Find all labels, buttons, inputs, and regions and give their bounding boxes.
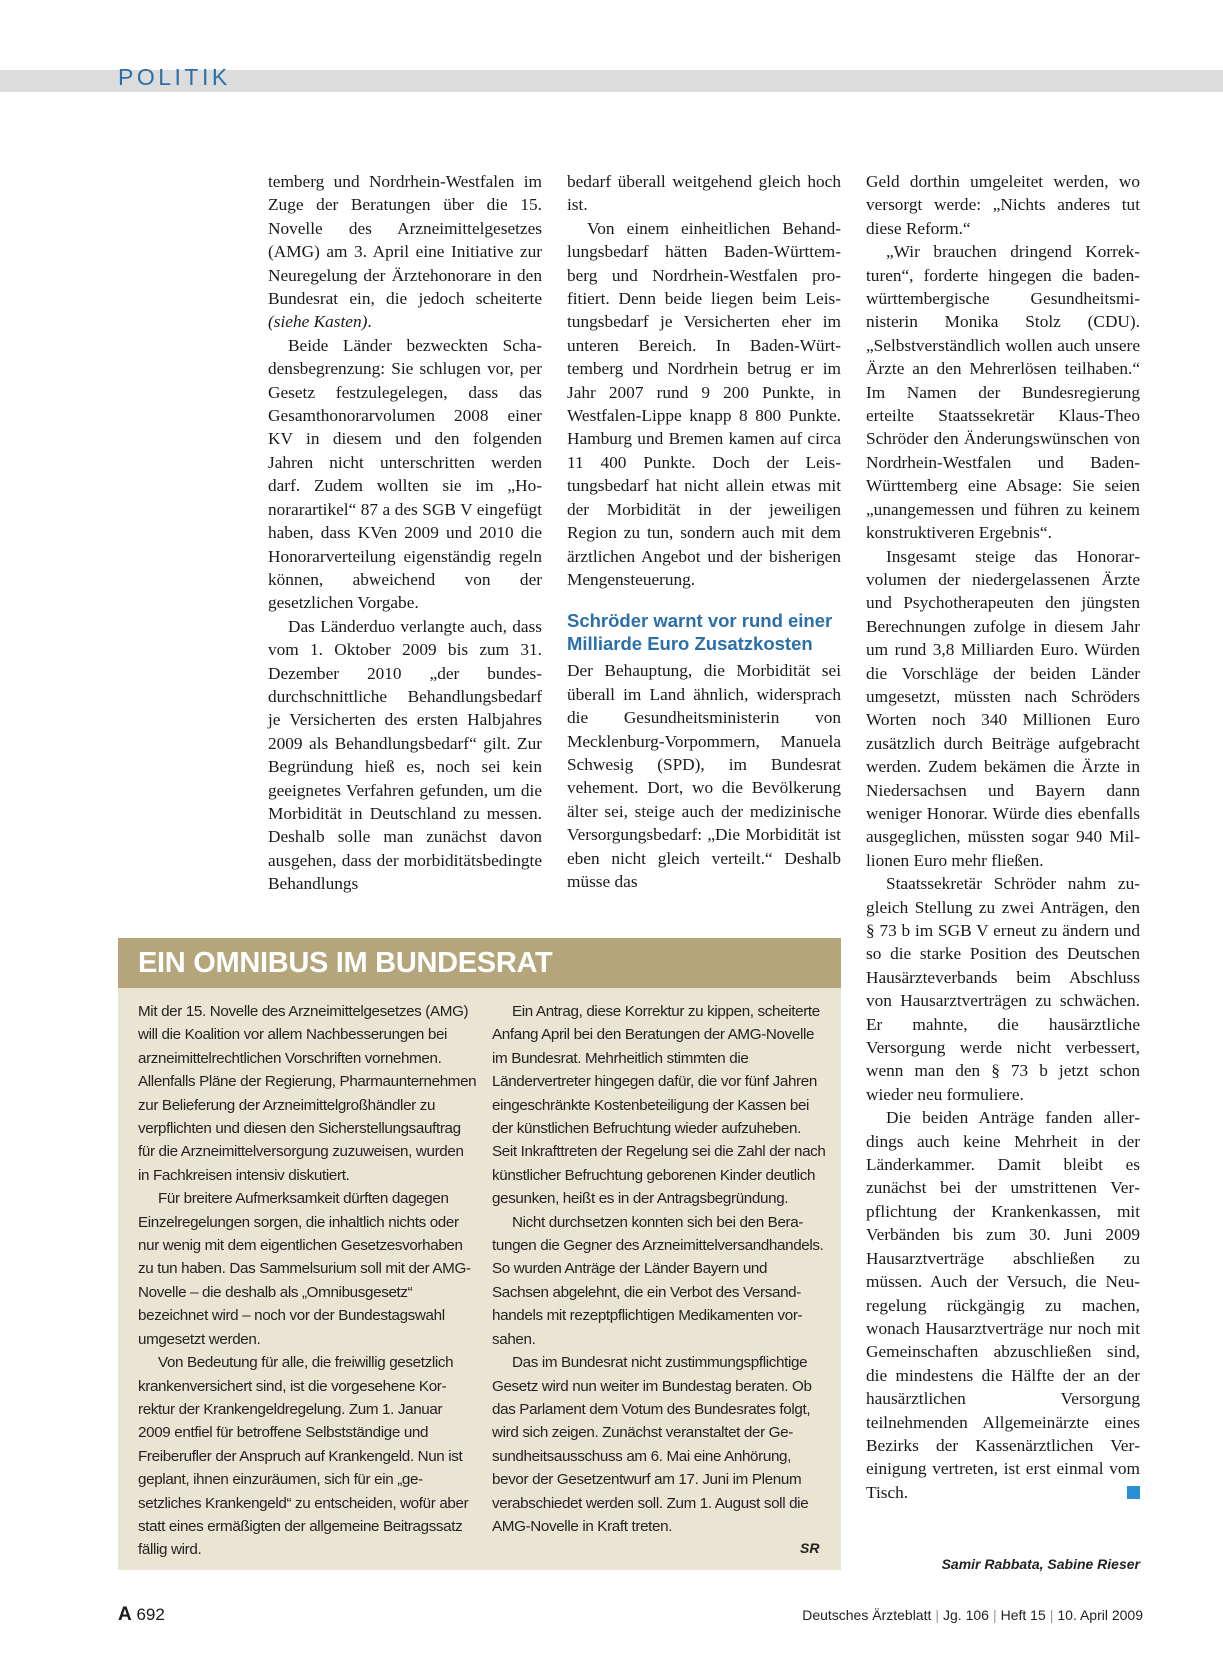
paragraph: Die beiden Anträge fanden allerdings auch keine Mehrheit in der Länderkammer. Damit bleibt es zunächst bei der umstrittenen Verpflichtung der Krankenkassen, mit Verbänden bis zum 30. Juni 2009 Hausarztverträge abschließen zu müssen. Auch der Versuch, die Neuregelung rückgängig zu machen, wonach Hausarztverträge nur noch mit Gemeinschaften abzuschließen sind, die mindestens die Hälfte der an der hausärztlichen Versorgung teilnehmenden Allgemeinärzte eines Bezirks der Kassenärztlichen Vereinigung vertreten, ist erst einmal vom Tisch. bbox=[866, 1108, 1140, 1502]
journal-volume: Jg. 106 bbox=[943, 1607, 989, 1623]
box-paragraph: Das im Bundesrat nicht zustimmungspflichtige Gesetz wird nun weiter im Bundestag beraten. Ob das Parlament dem Votum des Bundesrates folgt, wird sich zeigen. Zunächst veranstaltet der Gesundheitsausschuss am 6. Mai eine Anhörung, bevor der Gesetzentwurf am 17. Juni im Plenum verabschiedet werden soll. Zum 1. August soll die AMG-Novelle in Kraft treten. bbox=[492, 1354, 812, 1535]
box-paragraph: Für breitere Aufmerksamkeit dürften dagegen Einzelregelungen sorgen, die inhaltlich nichts oder nur wenig mit dem eigentlichen Gesetzesvorhaben zu tun haben. Das Sammelsurium soll mit der AMG-Novelle – die deshalb als „Omnibusgesetz“ bezeichnet wird – noch vor der Bundestagswahl umgesetzt werden. bbox=[138, 1190, 471, 1348]
section-label: POLITIK bbox=[118, 64, 231, 90]
box-signature: SR bbox=[800, 1540, 820, 1556]
end-mark-icon bbox=[1127, 1486, 1140, 1499]
paragraph: Insgesamt steige das Honorarvolumen der niedergelassenen Ärzte und Psychotherapeuten den jüngsten Berechnungen zufolge in diesem Jahr um rund 3,8 Milliarden Euro. Würden die Vorschläge der beiden Länder umgesetzt, müssten nach Schröders Worten noch 340 Millionen Euro zusätzlich durch Beiträge aufgebracht werden. Zudem bekämen die Ärzte in Niedersachsen und Bayern dann weniger Honorar. Würde dies ebenfalls ausgeglichen, müssten sogar 940 Millionen Euro mehr fließen. bbox=[866, 546, 1140, 870]
paragraph: Staatssekretär Schröder nahm zugleich Stellung zu zwei Anträgen, den § 73 b im SGB V erneut zu ändern und so die starke Position des Deutschen Hausärzteverbands beim Abschluss von Hausarztverträgen zu schwächen. Er mahnte, die hausärztliche Versorgung werde nicht verbessert, wenn man den § 73 b jetzt schon wieder neu formuliere. bbox=[866, 874, 1140, 1104]
article-column-1 bbox=[268, 170, 542, 896]
journal-name: Deutsches Ärzteblatt bbox=[802, 1607, 932, 1623]
paragraph: Von einem einheitlichen Behandlungsbedarf hätten Baden-Württemberg und Nordrhein-Westfalen profitiert. Denn beide liegen beim Leistungsbedarf je Versicherten eher im unteren Bereich. In Baden-Württemberg und Nordrhein betrug er im Jahr 2007 rund 9 200 Punkte, in Westfalen-Lippe knapp 8 800 Punkte. Hamburg und Bremen kamen auf circa 11 400 Punkte. Doch der Leistungsbedarf hat nicht allein etwas mit der Morbidität in der jeweiligen Region zu tun, sondern auch mit dem ärztlichen Angebot und der bisherigen Mengensteuerung. bbox=[567, 218, 841, 589]
paragraph: Das Länderduo verlangte auch, dass vom 1. Oktober 2009 bis zum 31. Dezember 2010 „der bundesdurchschnittliche Behandlungsbedarf je Versicherten des ersten Halbjahres 2009 als Behandlungsbedarf“ gilt. Zur Begründung hieß es, noch sei kein geeignetes Verfahren gefunden, um die Morbidität in Deutschland zu messen. Deshalb solle man zunächst davon ausgehen, dass der morbiditätsbedingte Behandlungs bbox=[268, 616, 542, 894]
article-authors: Samir Rabbata, Sabine Rieser bbox=[941, 1556, 1140, 1572]
paragraph: Beide Länder bezweckten Schadensbegrenzung: Sie schlugen vor, per Gesetz festzulegelegen, dass das Gesamthonorarvolumen 2008 einer KV in diesem und den folgenden Jahren nicht unterschritten werden darf. Zudem wollten sie im „Honorarartikel“ 87 a des SGB V eingefügt haben, dass KVen 2009 und 2010 die Honorarverteilung eigenständig regeln können, abweichend von der gesetzlichen Vorgabe. bbox=[268, 335, 542, 613]
journal-issue: Heft 15 bbox=[1000, 1607, 1046, 1623]
article-subheading: Schröder warnt vor rund einer Milliarde Euro Zusatzkosten bbox=[567, 610, 833, 655]
info-box-column-1 bbox=[138, 1000, 478, 1562]
paragraph: „Wir brauchen dringend Korrekturen“, forderte hingegen die baden-württembergische Gesundheitsministerin Monika Stolz (CDU). „Selbstverständlich wollen auch unsere Ärzte an den Mehrerlösen teilhaben.“ Im Namen der Bundesregierung erteilte Staatssekretär Klaus-Theo Schröder den Änderungswünschen von Nordrhein-Westfalen und Baden-Württemberg eine Absage: Sie seien „unangemessen und führen zu keinem konstruktiveren Ergebnis“. bbox=[866, 242, 1140, 543]
journal-footer: Deutsches Ärzteblatt | Jg. 106 | Heft 15 | 10. April 2009 bbox=[802, 1607, 1143, 1623]
page-number: A 692 bbox=[118, 1604, 165, 1625]
box-paragraph: Von Bedeutung für alle, die freiwillig gesetzlich krankenversichert sind, ist die vorgesehene Korrektur der Krankengeldregelung. Zum 1. Januar 2009 entfiel für betroffene Selbstständige und Freiberufler der Anspruch auf Krankengeld. Nun ist geplant, ihnen einzuräumen, sich für ein „gesetzliches Krankengeld“ zu entscheiden, wofür aber statt eines ermäßigten der allgemeine Beitragssatz fällig wird. bbox=[138, 1354, 469, 1559]
paragraph: Der Behauptung, die Morbidität sei überall im Land ähnlich, widersprach die Gesundheitsministerin von Mecklenburg-Vorpommern, Manuela Schwesig (SPD), im Bundesrat vehement. Dort, wo die Bevölkerung älter sei, steige auch der medizinische Versorgungsbedarf: „Die Morbidität ist eben nicht gleich verteilt.“ Deshalb müsse das bbox=[567, 661, 841, 891]
paragraph: temberg und Nordrhein-Westfalen im Zuge der Beratungen über die 15. Novelle des Arzneimittelgesetzes (AMG) am 3. April eine Initiative zur Neuregelung der Ärztehonorare in den Bundesrat ein, die jedoch scheiterte (siehe Kasten). bbox=[268, 172, 542, 332]
article-column-2 bbox=[567, 170, 841, 893]
info-box-column-2 bbox=[492, 1000, 827, 1538]
info-box-title: EIN OMNIBUS IM BUNDESRAT bbox=[138, 947, 553, 979]
box-paragraph: Mit der 15. Novelle des Arzneimittelgesetzes (AMG) will die Koalition vor allem Nachbesserungen bei arzneimittelrechtlichen Vorschriften vornehmen. Allenfalls Pläne der Regierung, Pharmaunternehmen zur Belieferung der Arzneimittelgroßhändler zu verpflichten und diesen den Sicherstellungsauftrag für die Arzneimittelversorgung zuzuweisen, wurden in Fachkreisen intensiv diskutiert. bbox=[138, 1003, 477, 1184]
box-paragraph: Ein Antrag, diese Korrektur zu kippen, scheiterte Anfang April bei den Beratungen der AMG-Novelle im Bundesrat. Mehrheitlich stimmten die Ländervertreter hingegen dafür, die vor fünf Jahren eingeschränkte Kostenbeteiligung der Kassen bei der künstlichen Befruchtung wieder aufzuheben. Seit Inkrafttreten der Regelung sei die Zahl der nach künstlicher Befruchtung geborenen Kinder deutlich gesunken, heißt es in der Antragsbegründung. bbox=[492, 1003, 826, 1208]
box-paragraph: Nicht durchsetzen konnten sich bei den Beratungen die Gegner des Arzneimittelversandhandels. So wurden Anträge der Länder Bayern und Sachsen abgelehnt, die ein Verbot des Versandhandels mit rezeptpflichtigen Medikamenten vorsahen. bbox=[492, 1213, 824, 1348]
info-box-header bbox=[118, 938, 841, 988]
article-column-3 bbox=[866, 170, 1140, 1504]
journal-date: 10. April 2009 bbox=[1057, 1607, 1143, 1623]
paragraph: bedarf überall weitgehend gleich hoch ist. bbox=[567, 172, 841, 215]
paragraph: Geld dorthin umgeleitet werden, wo versorgt werde: „Nichts anderes tut diese Reform.“ bbox=[866, 172, 1140, 238]
